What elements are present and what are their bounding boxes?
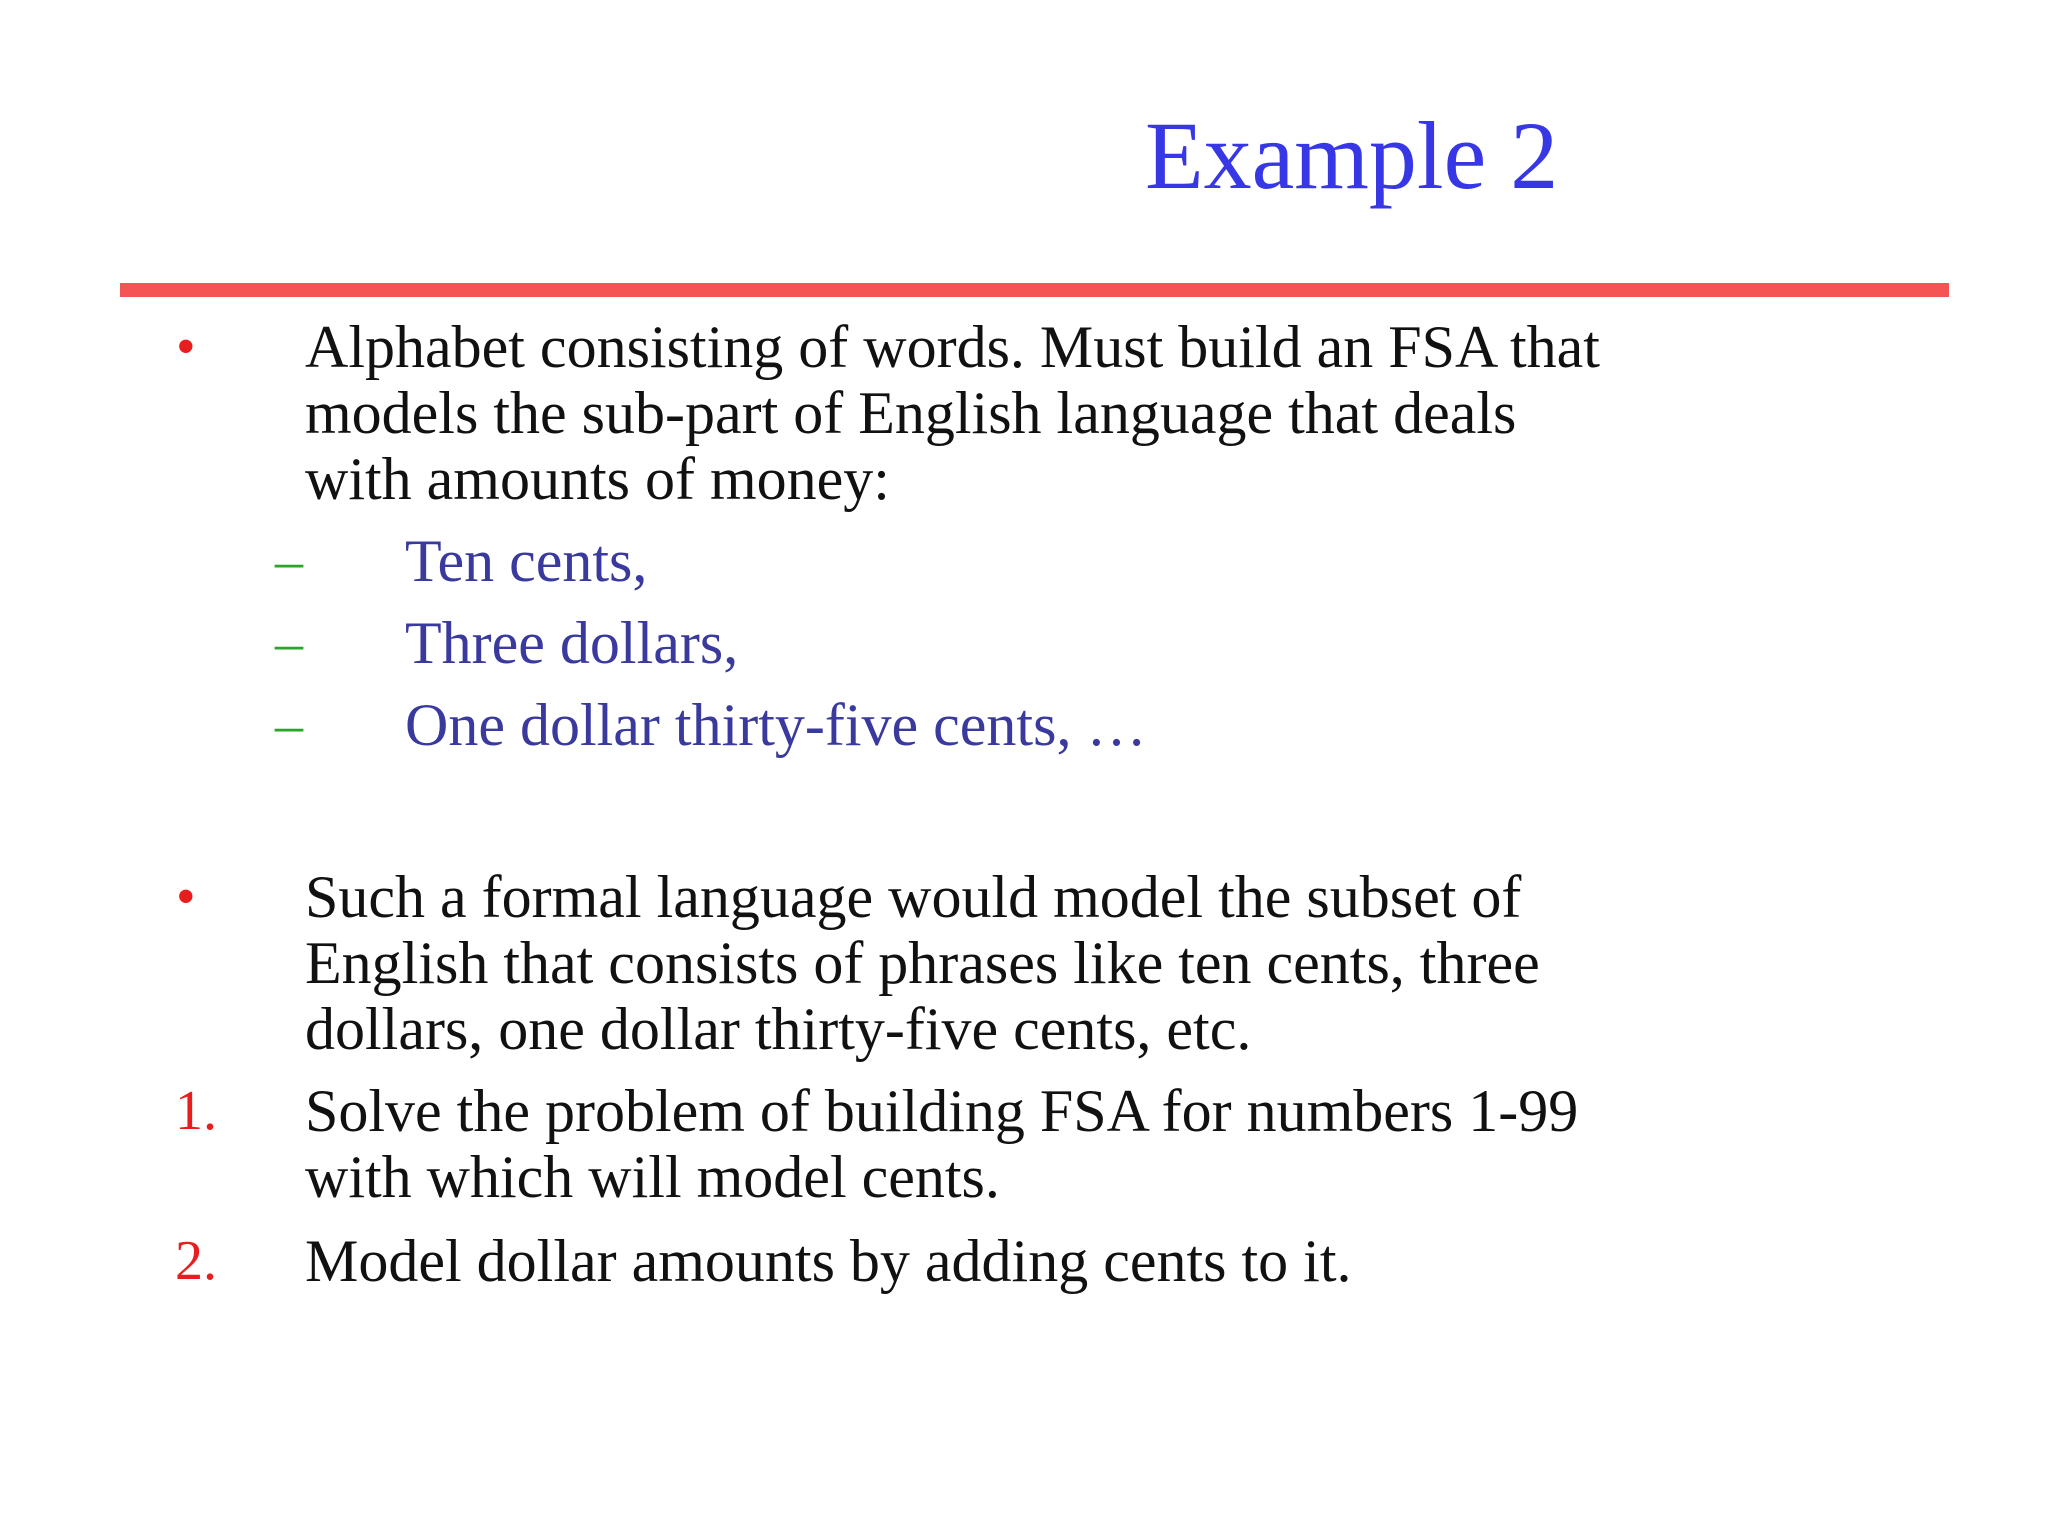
bullet-1-line-1: Alphabet consisting of words. Must build an FSA that bbox=[305, 314, 1600, 380]
dash-icon: – bbox=[275, 694, 303, 756]
dash-icon: – bbox=[275, 612, 303, 674]
step-1-number: 1. bbox=[175, 1080, 217, 1142]
bullet-1-line-3: with amounts of money: bbox=[305, 446, 890, 512]
step-1-text bbox=[305, 1078, 1865, 1210]
title-divider bbox=[120, 283, 1949, 297]
bullet-2-line-2: English that consists of phrases like ten cents, three bbox=[305, 930, 1540, 996]
bullet-2-line-1: Such a formal language would model the subset of bbox=[305, 864, 1522, 930]
bullet-1-text bbox=[305, 314, 1865, 512]
slide-title: Example 2 bbox=[1145, 102, 1559, 209]
bullet-icon: • bbox=[176, 316, 196, 378]
step-1-line-2: with which will model cents. bbox=[305, 1144, 1000, 1210]
step-2-number: 2. bbox=[175, 1230, 217, 1292]
step-2-line-1: Model dollar amounts by adding cents to it. bbox=[305, 1228, 1352, 1294]
sub-item-3-text: One dollar thirty-five cents, … bbox=[405, 692, 1147, 758]
bullet-2-line-3: dollars, one dollar thirty-five cents, etc. bbox=[305, 996, 1252, 1062]
sub-item-1-text: Ten cents, bbox=[405, 528, 648, 594]
sub-item-2-text: Three dollars, bbox=[405, 610, 739, 676]
step-2-text bbox=[305, 1228, 1865, 1294]
step-1-line-1: Solve the problem of building FSA for numbers 1-99 bbox=[305, 1078, 1579, 1144]
bullet-1-line-2: models the sub-part of English language that deals bbox=[305, 380, 1517, 446]
bullet-2-text bbox=[305, 864, 1865, 1062]
dash-icon: – bbox=[275, 530, 303, 592]
bullet-icon: • bbox=[176, 866, 196, 928]
